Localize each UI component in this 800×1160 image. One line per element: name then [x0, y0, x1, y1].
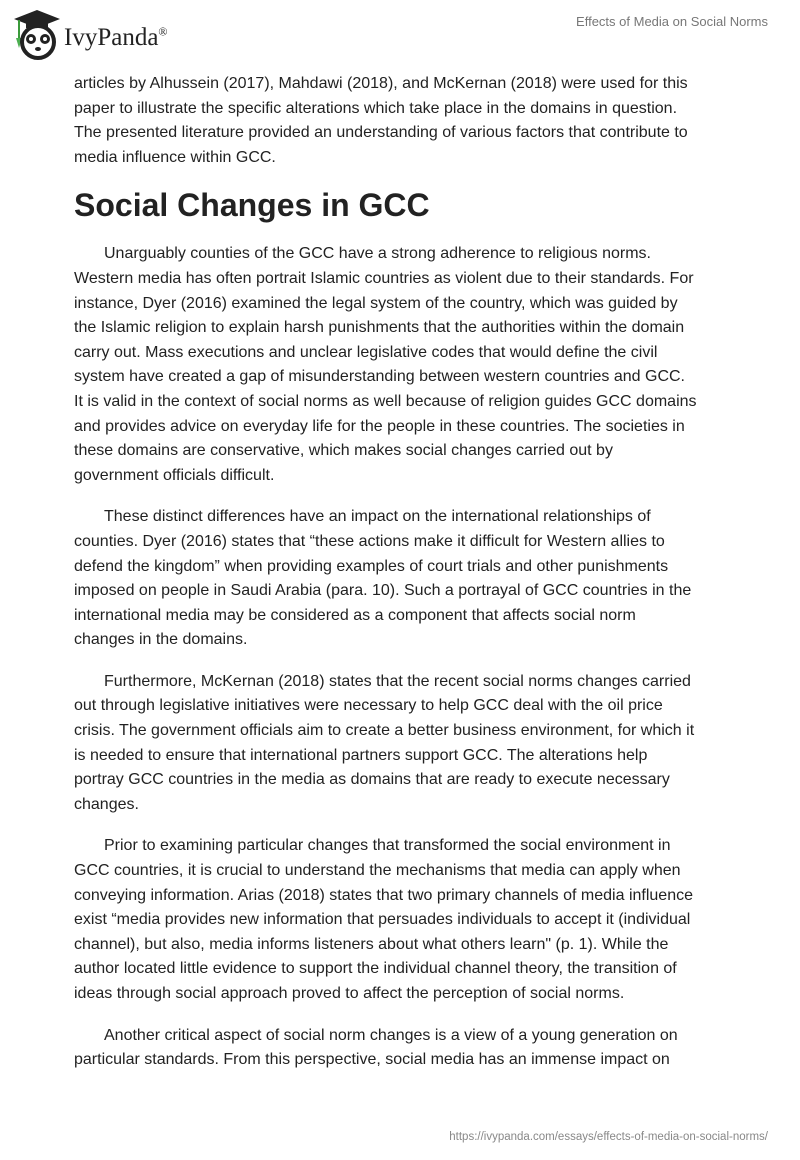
text-line: ideas through social approach proved to affect the perception of social norms. — [74, 985, 625, 1002]
brand-text: IvyPanda — [64, 24, 159, 51]
text-line: is needed to ensure that international partners support GCC. The alterations help — [74, 746, 648, 764]
text-line: carry out. Mass executions and unclear legislative codes that would define the civil — [74, 343, 658, 361]
text-line: These distinct differences have an impact on the international relationships of — [104, 508, 651, 526]
text-line: out through legislative initiatives were necessary to help GCC deal with the oil price — [74, 697, 663, 715]
text-line: crisis. The government officials aim to create a better business environment, for which it — [74, 722, 695, 740]
text-line: Unarguably counties of the GCC have a strong adherence to religious norms. — [104, 245, 651, 263]
paragraphs — [74, 242, 754, 1072]
brand-name — [64, 24, 168, 52]
body-paragraph — [74, 670, 754, 818]
section-heading: Social Changes in GCC — [74, 187, 430, 224]
text-line: media influence within GCC. — [74, 148, 276, 166]
registered-mark: ® — [158, 24, 168, 39]
text-line: portray GCC countries in the media as domains that are ready to execute necessary — [74, 771, 670, 789]
text-line: conveying information. Arias (2018) states that two primary channels of media influence — [74, 886, 693, 904]
intro-paragraph — [74, 72, 754, 170]
text-line: defend the kingdom” when providing examples of court trials and other punishments — [74, 557, 669, 575]
text-line: The presented literature provided an understanding of various factors that contribute to — [74, 124, 688, 142]
text-line: Prior to examining particular changes that transformed the social environment in — [104, 837, 671, 855]
body-paragraph — [74, 505, 754, 653]
text-line: Furthermore, McKernan (2018) states that the recent social norms changes carried — [104, 672, 691, 690]
text-line: channel), but also, media informs listeners about what others learn" (p. 1). While the — [74, 935, 669, 953]
text-line: changes in the domains. — [74, 631, 248, 649]
panda-logo-icon — [14, 8, 60, 60]
body-paragraph — [74, 1024, 754, 1073]
text-line: exist “media provides new information that persuades individuals to accept it (individual — [74, 911, 691, 929]
text-line: author located little evidence to support the individual channel theory, the transition of — [74, 960, 677, 978]
text-line: Another critical aspect of social norm changes is a view of a young generation on — [104, 1026, 678, 1044]
text-line: counties. Dyer (2016) states that “these actions make it difficult for Western allies to — [74, 532, 665, 550]
text-line: imposed on people in Saudi Arabia (para. 10). Such a portrayal of GCC countries in the — [74, 582, 692, 600]
text-line: GCC countries, it is crucial to understand the mechanisms that media can apply when — [74, 862, 681, 880]
text-line: government officials difficult. — [74, 466, 275, 484]
text-line: instance, Dyer (2016) examined the legal system of the country, which was guided by — [74, 294, 678, 312]
body-paragraph — [74, 242, 754, 488]
ivypanda-logo[interactable] — [14, 8, 168, 60]
text-line: It is valid in the context of social norms as well because of religion guides GCC domains — [74, 392, 697, 410]
text-line: changes. — [74, 795, 139, 813]
text-line: particular standards. From this perspective, social media has an immense impact on — [74, 1051, 670, 1069]
body-paragraph — [74, 834, 754, 1006]
source-url[interactable]: https://ivypanda.com/essays/effects-of-media-on-social-norms/ — [449, 1131, 768, 1143]
text-line: Western media has often portrait Islamic countries as violent due to their standards. For — [74, 269, 694, 287]
document-title: Effects of Media on Social Norms — [576, 14, 768, 29]
text-line: paper to illustrate the specific alterations which take place in the domains in question. — [74, 99, 678, 117]
text-line: articles by Alhussein (2017), Mahdawi (2018), and McKernan (2018) were used for this — [74, 75, 688, 92]
text-line: these domains are conservative, which makes social changes carried out by — [74, 442, 613, 460]
text-line: the Islamic religion to explain harsh punishments that the authorities within the domain — [74, 319, 685, 337]
essay-content — [74, 72, 754, 1090]
text-line: international media may be considered as a component that affects social norm — [74, 606, 636, 624]
text-line: system have created a gap of misunderstanding between western countries and GCC. — [74, 368, 685, 386]
text-line: and provides advice on everyday life for the people in these countries. The societies in — [74, 417, 685, 435]
